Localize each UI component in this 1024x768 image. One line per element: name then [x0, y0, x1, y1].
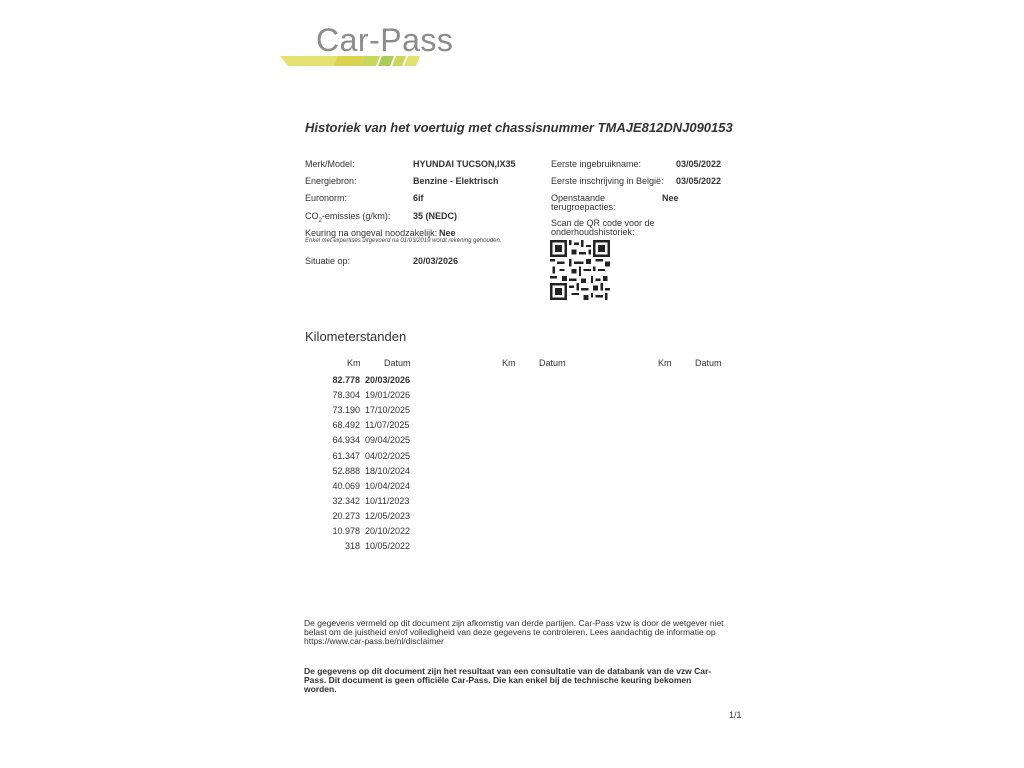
qr-label-line2: onderhoudshistoriek: [551, 227, 635, 237]
co2-label-sub: 2 [318, 217, 322, 224]
col-km-header-1: Km [347, 358, 361, 368]
eerste-inschrijving-value: 03/05/2022 [676, 176, 722, 186]
km-date: 18/10/2024 [365, 466, 411, 476]
disclaimer-2: De gegevens op dit document zijn het resultaat van een consultatie van de databank van de vzw Car-Pass. Dit document is geen officiële Car-Pass. Die kan enkel bij de technische keuring bekomen worden. [304, 666, 712, 694]
km-value: 78.304 [332, 390, 360, 400]
eerste-inschrijving-label: Eerste inschrijving in België: [551, 176, 664, 186]
km-date: 20/10/2022 [365, 526, 411, 536]
euronorm-label: Euronorm: [305, 193, 348, 203]
km-value: 82.778 [332, 375, 360, 385]
km-value: 318 [344, 541, 360, 551]
page-number: 1/1 [729, 710, 742, 720]
km-date: 10/05/2022 [365, 541, 411, 551]
terugroep-label-line2: terugroepacties: [551, 202, 616, 212]
col-km-header-2: Km [502, 358, 516, 368]
km-date: 10/11/2023 [365, 496, 410, 506]
km-date: 17/10/2025 [365, 405, 411, 415]
keuring-note: Enkel met expertises uitgevoerd na 01/03/2019 wordt rekening gehouden. [305, 238, 502, 244]
keuring-value: Nee [439, 228, 456, 238]
km-date: 12/05/2023 [365, 511, 411, 521]
km-date: 09/04/2025 [365, 435, 411, 445]
qr-label-line1: Scan de QR code voor de [551, 218, 655, 228]
eerste-ingebruikname-value: 03/05/2022 [676, 159, 722, 169]
km-value: 61.347 [332, 451, 360, 461]
situatie-label: Situatie op: [305, 256, 351, 266]
euronorm-value: 6if [413, 193, 424, 203]
energie-value: Benzine - Elektrisch [413, 176, 499, 186]
km-date: 10/04/2024 [365, 481, 411, 491]
km-value: 40.069 [332, 481, 360, 491]
logo-text: Car-Pass [316, 22, 454, 58]
km-date: 19/01/2026 [365, 390, 411, 400]
disclaimer-1: De gegevens vermeld op dit document zijn afkomstig van derde partijen. Car-Pass vzw is door de wetgever niet belast om de juistheid en/of volledigheid van deze gegevens te controleren. Lees aandachtig de informatie op https://www.car-pass.be/nl/disclaimer [304, 618, 724, 646]
energie-label: Energiebron: [305, 176, 357, 186]
col-km-header-3: Km [658, 358, 672, 368]
col-datum-header-2: Datum [539, 358, 566, 368]
km-value: 52.888 [332, 466, 360, 476]
merk-label: Merk/Model: [305, 159, 355, 169]
eerste-ingebruikname-label: Eerste ingebruikname: [551, 159, 642, 169]
km-date: 20/03/2026 [365, 375, 411, 385]
merk-value: HYUNDAI TUCSON,IX35 [413, 159, 516, 169]
terugroep-value: Nee [662, 193, 679, 203]
co2-value: 35 (NEDC) [413, 211, 458, 221]
page-title: Historiek van het voertuig met chassisnummer TMAJE812DNJ090153 [305, 120, 733, 135]
km-value: 68.492 [332, 420, 360, 430]
terugroep-label-line1: Openstaande [551, 193, 606, 203]
qr-code-icon[interactable] [550, 240, 610, 300]
km-value: 10.978 [332, 526, 360, 536]
situatie-value: 20/03/2026 [413, 256, 459, 266]
km-value: 64.934 [332, 435, 360, 445]
km-value: 73.190 [332, 405, 360, 415]
co2-label [305, 211, 390, 224]
col-datum-header-1: Datum [384, 358, 411, 368]
kilometerstanden-title: Kilometerstanden [305, 329, 407, 344]
col-datum-header-3: Datum [695, 358, 722, 368]
keuring-label: Keuring na ongeval noodzakelijk: [305, 228, 438, 238]
km-date: 04/02/2025 [365, 451, 411, 461]
km-value: 32.342 [332, 496, 360, 506]
km-value: 20.273 [332, 511, 360, 521]
km-date: 11/07/2025 [365, 420, 410, 430]
co2-label-prefix: CO [305, 211, 319, 221]
co2-label-suffix: -emissies (g/km): [321, 211, 391, 221]
